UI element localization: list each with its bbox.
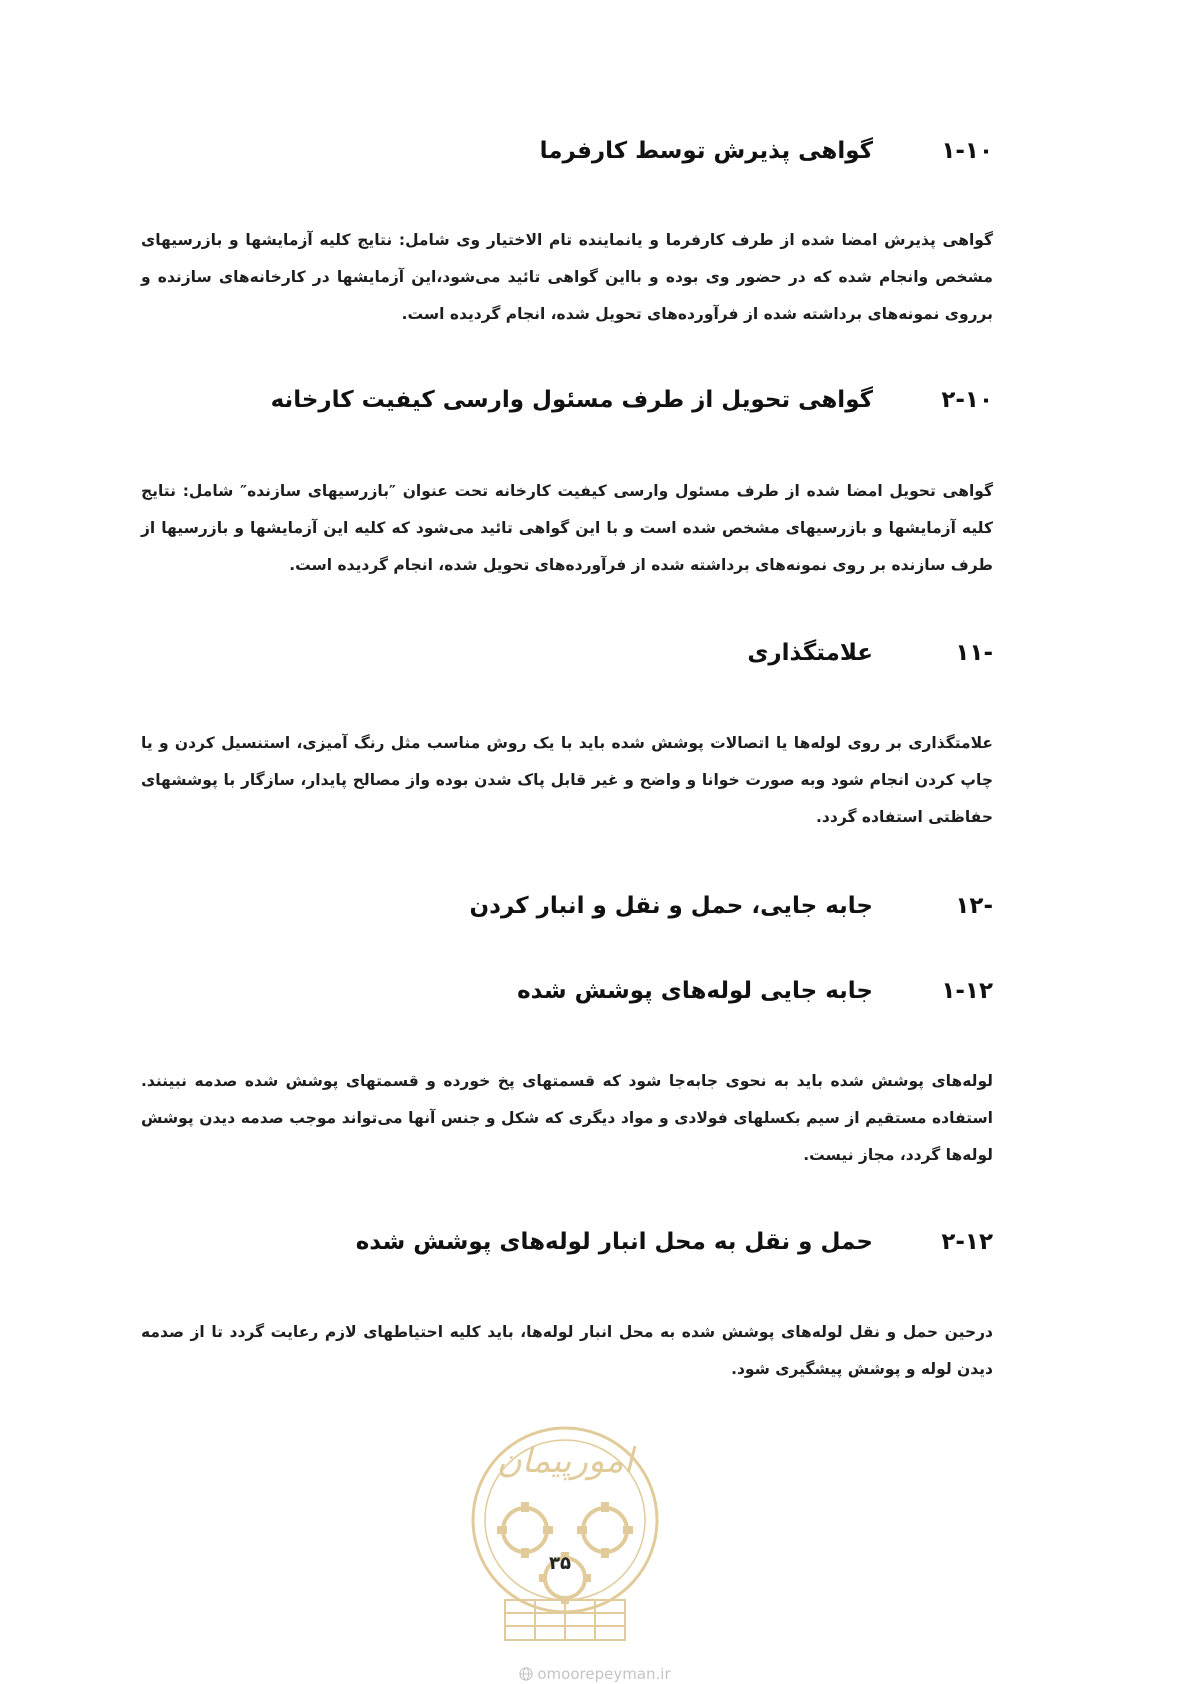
section-title: گواهی پذیرش توسط کارفرما — [539, 138, 873, 164]
section-paragraph-2-12 — [141, 1314, 993, 1388]
paragraph-text: لوله‌های پوشش شده باید به نحوی جابه‌جا شود که قسمتهای پخ خورده و قسمتهای پوشش شده صدمه نبینند. استفاده مستقیم از سیم بکسلهای فولادی و مواد دیگری که شکل و جنس آنها می‌تواند موجب صدمه دیدن پوشش لوله‌ها گردد، مجاز نیست. — [141, 1072, 993, 1164]
section-number: ۱-۱۰ — [941, 138, 993, 164]
watermark-seal-icon — [465, 1410, 665, 1650]
watermark-url — [485, 1664, 705, 1684]
section-paragraph-1-12 — [141, 1063, 993, 1174]
section-heading-2-10 — [271, 387, 993, 413]
section-heading-11 — [747, 640, 993, 666]
paragraph-text: گواهی تحویل امضا شده از طرف مسئول وارسی کیفیت کارخانه تحت عنوان ″بازرسیهای سازنده″ شامل: نتایج کلیه آزمایشها و بازرسیهای مشخص شده است و با این گواهی تائید می‌شود که کلیه این آزمایشها و بازرسیها از طرف سازنده بر روی نمونه‌های برداشته شده از فرآورده‌های تحویل شده، انجام گردیده است. — [141, 482, 993, 574]
globe-icon — [519, 1667, 533, 1681]
section-paragraph-11 — [141, 725, 993, 836]
section-title: جابه جایی، حمل و نقل و انبار کردن — [469, 893, 873, 919]
paragraph-text: علامتگذاری بر روی لوله‌ها یا اتصالات پوشش شده باید با یک روش مناسب مثل رنگ آمیزی، استنسیل کردن و یا چاپ کردن انجام شود وبه صورت خوانا و واضح و غیر قابل پاک شدن بوده واز مصالح پایدار، سازگار با پوششهای حفاظتی استفاده گردد. — [141, 734, 993, 826]
section-title: گواهی تحویل از طرف مسئول وارسی کیفیت کارخانه — [270, 387, 873, 413]
section-paragraph-2-10 — [141, 473, 993, 584]
section-heading-1-12 — [517, 978, 993, 1004]
section-number: ۱۱- — [955, 640, 993, 666]
section-number: ۲-۱۲ — [941, 1229, 993, 1255]
section-number: ۱۲- — [955, 893, 993, 919]
page-number: ۳۵ — [549, 1553, 571, 1574]
paragraph-text: درحین حمل و نقل لوله‌های پوشش شده به محل انبار لوله‌ها، باید کلیه احتیاطهای لازم رعایت گردد تا از صدمه دیدن لوله و پوشش پیشگیری شود. — [141, 1323, 993, 1378]
paragraph-text: گواهی پذیرش امضا شده از طرف کارفرما و یانماینده تام الاختیار وی شامل: نتایج کلیه آزمایشها و بازرسیهای مشخص وانجام شده که در حضور وی بوده و بااین گواهی تائید می‌شود،این آزمایشها در کارخانه‌های سازنده و برروی نمونه‌های برداشته شده از فرآورده‌های تحویل شده، انجام گردیده است. — [141, 231, 993, 323]
section-heading-2-12 — [356, 1229, 993, 1255]
section-title: جابه جایی لوله‌های پوشش شده — [517, 978, 873, 1004]
section-title: علامتگذاری — [747, 640, 873, 666]
section-number: ۱-۱۲ — [941, 978, 993, 1004]
seal-lettering: امورپیمان — [496, 1441, 634, 1481]
section-heading-1-10 — [540, 138, 993, 164]
section-number: ۲-۱۰ — [941, 387, 993, 413]
section-paragraph-1-10 — [141, 222, 993, 333]
section-heading-12 — [470, 893, 993, 919]
watermark-url-text: omoorepeyman.ir — [537, 1665, 671, 1683]
section-title: حمل و نقل به محل انبار لوله‌های پوشش شده — [355, 1229, 873, 1255]
